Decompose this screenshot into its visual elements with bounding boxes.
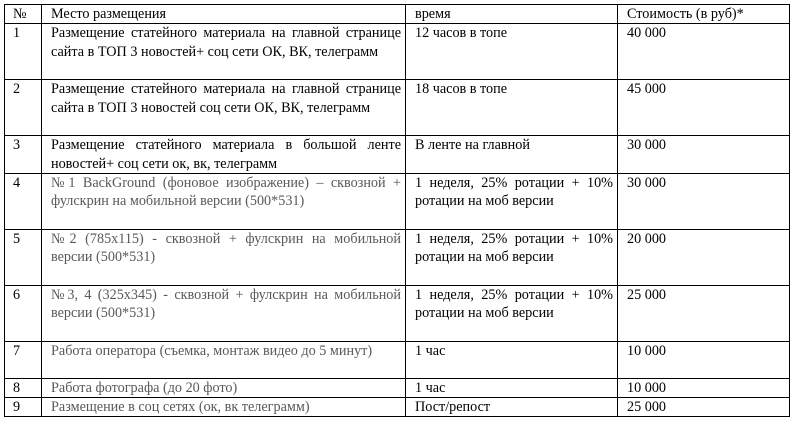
- table-row-8: [5, 378, 790, 397]
- row-time: 1 час: [406, 341, 618, 378]
- row-cost: 40 000: [618, 24, 790, 80]
- header-num: №: [5, 5, 42, 24]
- table-row-6: [5, 285, 790, 341]
- row-place: Размещение статейного материала в большой ленте новостей+ соц сети ок, вк, телеграмм: [42, 136, 406, 174]
- header-place: Место размещения: [42, 5, 406, 24]
- table-row-2: [5, 80, 790, 136]
- row-cost: 10 000: [618, 378, 790, 397]
- row-cost: 25 000: [618, 285, 790, 341]
- table-row-5: [5, 229, 790, 285]
- row-cost: 10 000: [618, 341, 790, 378]
- row-place: Размещение статейного материала на главной странице сайта в ТОП 3 новостей соц сети ОК, ВК, телеграмм: [42, 80, 406, 136]
- row-time: В ленте на главной: [406, 136, 618, 174]
- row-place: №3, 4 (325x345) - сквозной + фулскрин на мобильной версии (500*531): [51, 286, 401, 322]
- row-place: №1 BackGround (фоновое изображение) – сквозной + фулскрин на мобильной версии (500*531): [51, 174, 401, 210]
- row-num: 6: [5, 285, 42, 341]
- row-place: Работа оператора (съемка, монтаж видео до 5 минут): [51, 342, 373, 359]
- row-time: 1 час: [406, 378, 618, 397]
- header-cost: Стоимость (в руб)*: [618, 5, 790, 24]
- row-time: 12 часов в топе: [406, 24, 618, 80]
- row-time: 1 неделя, 25% ротации + 10% ротации на моб версии: [406, 285, 618, 341]
- row-time: Пост/репост: [406, 398, 618, 417]
- row-place: Работа фотографа (до 20 фото): [51, 379, 238, 396]
- table-row-4: [5, 173, 790, 229]
- price-table: [4, 4, 790, 417]
- table-row-7: [5, 341, 790, 378]
- row-num: 9: [5, 398, 42, 417]
- row-time: 1 неделя, 25% ротации + 10% ротации на моб версии: [406, 229, 618, 285]
- row-cost: 30 000: [618, 173, 790, 229]
- table-header-row: [5, 5, 790, 24]
- row-cost: 30 000: [618, 136, 790, 174]
- row-cost: 20 000: [618, 229, 790, 285]
- table-row-3: [5, 136, 790, 174]
- row-time: 18 часов в топе: [406, 80, 618, 136]
- row-num: 4: [5, 173, 42, 229]
- row-cost: 25 000: [618, 398, 790, 417]
- row-num: 8: [5, 378, 42, 397]
- row-time: 1 неделя, 25% ротации + 10% ротации на моб версии: [406, 173, 618, 229]
- row-num: 7: [5, 341, 42, 378]
- row-num: 1: [5, 24, 42, 80]
- row-place: №2 (785x115) - сквозной + фулскрин на мобильной версии (500*531): [51, 230, 401, 266]
- table-row-9: [5, 398, 790, 417]
- header-time: время: [406, 5, 618, 24]
- row-num: 3: [5, 136, 42, 174]
- row-place: Размещение в соц сетях (ок, вк телеграмм): [51, 399, 310, 416]
- row-place: Размещение статейного материала на главной странице сайта в ТОП 3 новостей+ соц сети ОК, ВК, телеграмм: [42, 24, 406, 80]
- row-num: 2: [5, 80, 42, 136]
- row-cost: 45 000: [618, 80, 790, 136]
- table-row-1: [5, 24, 790, 80]
- row-num: 5: [5, 229, 42, 285]
